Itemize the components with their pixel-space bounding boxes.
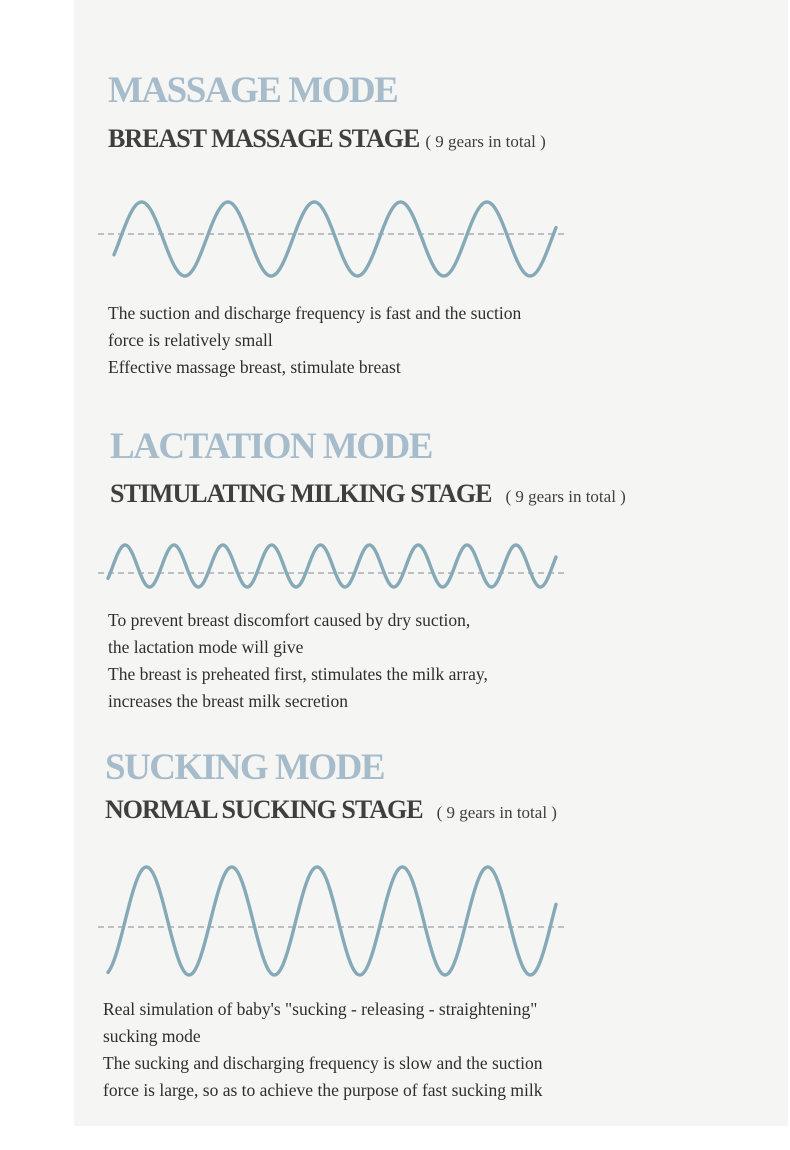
stage-title	[110, 481, 626, 507]
wave-curve	[108, 867, 556, 975]
sucking-waveform	[98, 858, 578, 988]
massage-waveform	[98, 185, 578, 295]
stage-title	[108, 126, 546, 152]
mode-title: LACTATION MODE	[110, 426, 432, 467]
mode-description	[108, 607, 488, 715]
mode-description	[103, 996, 543, 1104]
description-line: The suction and discharge frequency is fast and the suction	[108, 303, 522, 323]
wave-curve	[114, 202, 556, 276]
description-line: The sucking and discharging frequency is slow and the suction	[103, 1053, 543, 1073]
description-line: force is relatively small	[108, 330, 273, 350]
stage-name: BREAST MASSAGE STAGE	[108, 124, 420, 153]
product-mode-sheet	[74, 0, 788, 1126]
description-line: force is large, so as to achieve the purpose of fast sucking milk	[103, 1080, 543, 1100]
lactation-waveform	[98, 538, 578, 598]
description-line: The breast is preheated first, stimulates the milk array,	[108, 664, 488, 684]
gears-note: ( 9 gears in total )	[505, 487, 626, 506]
description-line: To prevent breast discomfort caused by dry suction,	[108, 610, 471, 630]
gears-note: ( 9 gears in total )	[436, 803, 557, 822]
mode-description	[108, 300, 521, 381]
mode-title: MASSAGE MODE	[108, 70, 398, 111]
wave-curve	[108, 545, 556, 587]
stage-name: NORMAL SUCKING STAGE	[105, 795, 423, 824]
description-line: Effective massage breast, stimulate breast	[108, 357, 401, 377]
description-line: sucking mode	[103, 1026, 201, 1046]
mode-title: SUCKING MODE	[105, 747, 385, 788]
description-line: the lactation mode will give	[108, 637, 304, 657]
stage-name: STIMULATING MILKING STAGE	[110, 479, 492, 508]
stage-title	[105, 797, 557, 823]
description-line: Real simulation of baby's "sucking - releasing - straightening"	[103, 999, 538, 1019]
description-line: increases the breast milk secretion	[108, 691, 349, 711]
gears-note: ( 9 gears in total )	[425, 132, 546, 151]
